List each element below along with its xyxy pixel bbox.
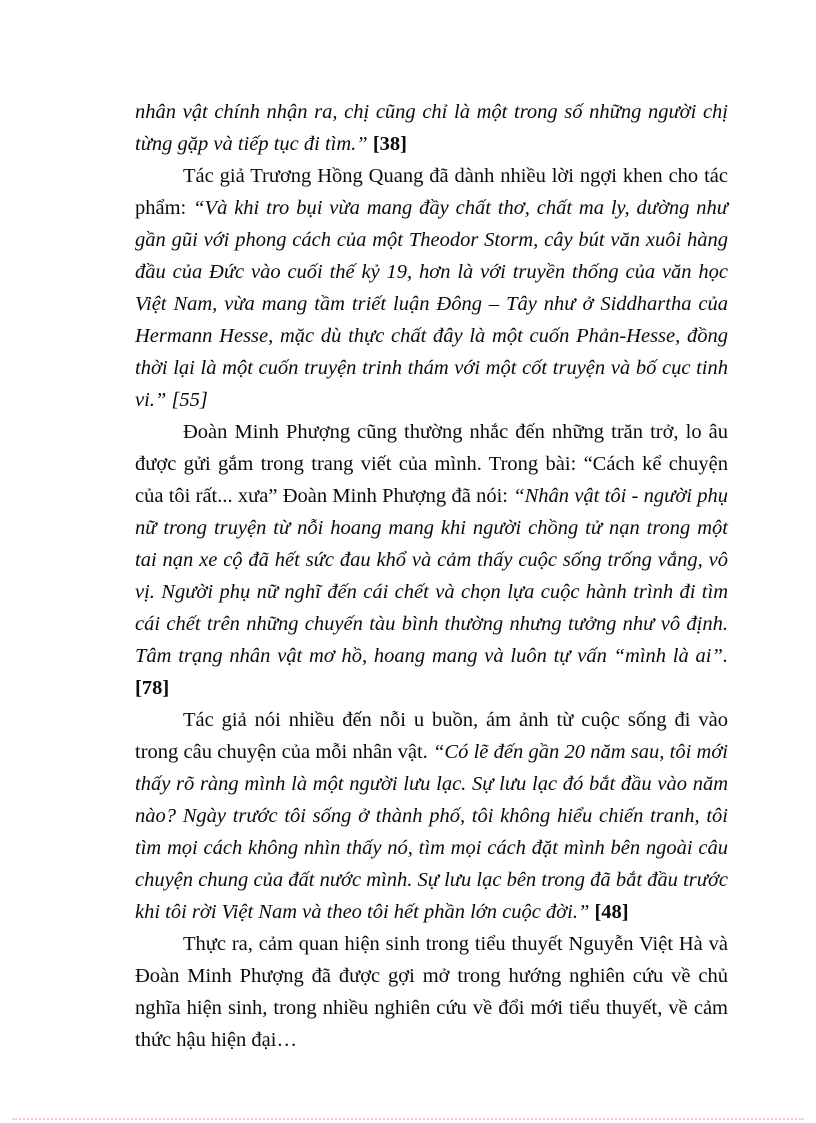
text-run-normal: Tác giả nói nhiều đến nỗi u buồn, ám ảnh từ cuộc sống đi vào trong câu chuyện của mỗi nhân vật. — [135, 709, 728, 763]
text-run-italic: “Và khi tro bụi vừa mang đầy chất thơ, chất ma ly, dường như gần gũi với phong cách của một Theodor Storm, cây bút văn xuôi hàng đầu của Đức vào cuối thế kỷ 19, hơn là với truyền thống của văn học Việt Nam, vừa mang tầm triết luận Đông – Tây như ở Siddhartha của Hermann Hesse, mặc dù thực chất đây là một cuốn Phản-Hesse, đồng thời lại là một cuốn truyện trinh thám với một cốt truyện và bố cục tinh vi.” [55] — [135, 197, 728, 411]
text-run-italic: nhân vật chính nhận ra, chị cũng chỉ là một trong số những người chị từng gặp và tiếp tục đi tìm.” — [135, 101, 728, 155]
paragraph — [135, 160, 728, 416]
text-run-bold: [78] — [135, 677, 170, 699]
paragraph — [135, 928, 728, 1056]
page-body — [135, 96, 728, 1056]
text-run-italic: “Nhân vật tôi - người phụ nữ trong truyện từ nỗi hoang mang khi người chồng tử nạn trong một tai nạn xe cộ đã hết sức đau khổ và cảm thấy cuộc sống trống vắng, vô vị. Người phụ nữ nghĩ đến cái chết và chọn lựa cuộc hành trình đi tìm cái chết trên những chuyến tàu bình thường nhưng tưởng như vô định. Tâm trạng nhân vật mơ hồ, hoang mang và luôn tự vấn “mình là ai”. — [135, 485, 728, 667]
text-run-bold: [48] — [594, 901, 629, 923]
paragraph — [135, 416, 728, 704]
text-run-normal: Đoàn Minh Phượng cũng thường nhắc đến những trăn trở, lo âu được gửi gắm trong trang viết của mình. Trong bài: “Cách kể chuyện của tôi rất... xưa” Đoàn Minh Phượng đã nói: — [135, 421, 728, 507]
text-run-bold: [38] — [372, 133, 407, 155]
page-boundary-dotted-line — [12, 1118, 804, 1120]
text-run-normal: Tác giả Trương Hồng Quang đã dành nhiều lời ngợi khen cho tác phẩm: — [135, 165, 728, 219]
text-run-italic: “Có lẽ đến gần 20 năm sau, tôi mới thấy rõ ràng mình là một người lưu lạc. Sự lưu lạc đó bắt đầu vào năm nào? Ngày trước tôi sống ở thành phố, tôi không hiểu chiến tranh, tôi tìm mọi cách không nhìn thấy nó, tìm mọi cách đặt mình bên ngoài câu chuyện chung của đất nước mình. Sự lưu lạc bên trong đã bắt đầu trước khi tôi rời Việt Nam và theo tôi hết phần lớn cuộc đời.” — [135, 741, 728, 923]
paragraph — [135, 704, 728, 928]
text-run-normal: Thực ra, cảm quan hiện sinh trong tiểu thuyết Nguyễn Việt Hà và Đoàn Minh Phượng đã được gợi mở trong hướng nghiên cứu về chủ nghĩa hiện sinh, trong nhiều nghiên cứu về đổi mới tiểu thuyết, về cảm thức hậu hiện đại… — [135, 933, 728, 1051]
paragraph — [135, 96, 728, 160]
